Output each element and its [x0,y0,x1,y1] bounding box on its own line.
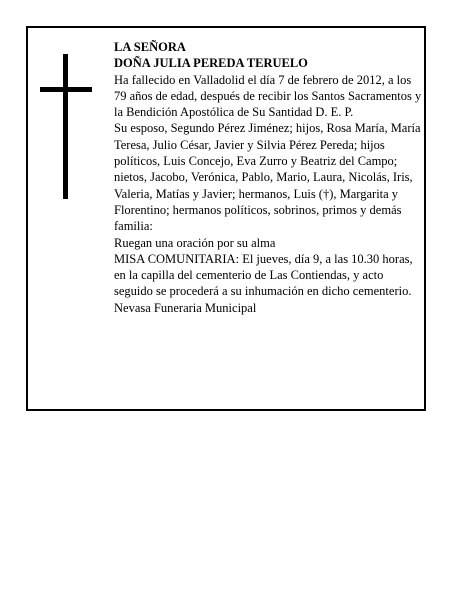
notice-body [114,39,424,316]
mass-paragraph [114,251,424,300]
family-paragraph: Su esposo, Segundo Pérez Jiménez; hijos, Rosa María, María Teresa, Julio César, Javier y Silvia Pérez Pereda; hijos políticos, Luis Concejo, Eva Zurro y Beatriz del Campo; nietos, Jacobo, Verónica, Pablo, Mario, Laura, Nicolás, Iris, Valeria, Matías y Javier; hermanos, Luis (†), Margarita y Florentino; hermanos políticos, sobrinos, primos y demás familia: [114,121,421,234]
mass-details: El jueves, día 9, a las 10.30 horas, en la capilla del cementerio de Las Contiendas, y acto seguido se procederá a su inhumación en dicho cementerio. [114,251,413,299]
cross-vertical-bar [63,54,68,199]
death-paragraph: Ha fallecido en Valladolid el día 7 de febrero de 2012, a los 79 años de edad, después de recibir los Santos Sacramentos y la Bendición Apostólica de Su Santidad D. E. P. [114,72,422,120]
cross-horizontal-bar [40,87,92,92]
deceased-name: DOÑA JULIA PEREDA TERUELO [114,56,308,71]
mass-heading: MISA COMUNITARIA: [114,251,240,266]
notice-title: LA SEÑORA [114,40,186,54]
prayer-request: Ruegan una oración por su alma [114,235,276,250]
obituary-notice [26,26,426,411]
latin-cross-icon [36,54,96,199]
funeral-home: Nevasa Funeraria Municipal [114,300,257,315]
